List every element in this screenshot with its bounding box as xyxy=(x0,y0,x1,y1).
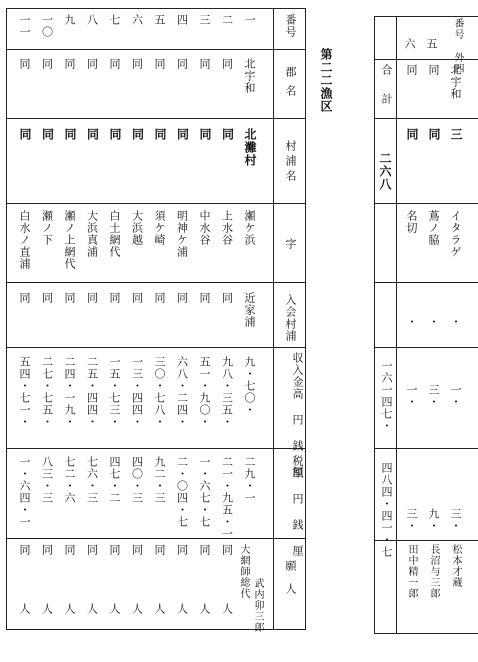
cell-aza: 大浜越 xyxy=(130,210,144,246)
cell-yield: 二四・一九・ xyxy=(63,356,76,428)
cell-village: 同 xyxy=(108,128,122,141)
cell-number: 四 xyxy=(175,14,189,26)
cell-yield: 九・七〇・ xyxy=(243,356,256,416)
partial-cell-grantee: 長沼与三郎 xyxy=(428,544,439,599)
cell-village: 同 xyxy=(220,128,235,141)
header-yield xyxy=(279,352,304,478)
cell-tax: 四〇・三 xyxy=(130,456,144,504)
partial-cell-aza: 蔦ノ脇 xyxy=(427,210,440,246)
cell-tax: 七二・六 xyxy=(63,456,76,504)
cell-shared: 同 xyxy=(153,292,166,304)
cell-grantee: 同人 xyxy=(40,544,54,662)
cell-number: 一 xyxy=(243,14,256,26)
cell-village: 同 xyxy=(198,128,212,141)
cell-county: 同 xyxy=(85,58,99,70)
cell-shared: 同 xyxy=(175,292,189,304)
cell-grantee: 同人 xyxy=(153,544,166,662)
cell-county: 同 xyxy=(63,58,76,70)
cell-village: 同 xyxy=(153,128,167,141)
header-yield-text: 収入金高 円 銭 厘 xyxy=(291,352,304,478)
cell-number: 七 xyxy=(108,14,121,26)
partial-cell-village: 同 xyxy=(427,128,441,141)
cell-tax: 七六・三 xyxy=(85,456,99,504)
cell-aza: 中水谷 xyxy=(198,210,211,246)
district-title: 第二二漁区 xyxy=(319,48,333,113)
cell-tax: 八三・三 xyxy=(40,456,54,504)
cell-grantee: 同人 xyxy=(198,544,211,662)
cell-yield: 五一・九〇・ xyxy=(198,356,211,428)
cell-county: 同 xyxy=(198,58,211,70)
cell-grantee-name: 大網師総代 xyxy=(238,544,249,599)
cell-shared: 同 xyxy=(220,292,234,304)
cell-aza: 白水ノ直浦 xyxy=(18,210,31,270)
partial-cell-grantee: 田中精一郎 xyxy=(406,544,417,599)
partial-cell-tax: 三・ xyxy=(405,508,418,532)
cell-shared: 同 xyxy=(108,292,121,304)
partial-cell-shared: ・ xyxy=(405,316,418,328)
cell-yield: 二七・七五・ xyxy=(40,356,54,428)
cell-county: 同 xyxy=(40,58,54,70)
cell-village: 同 xyxy=(175,128,190,141)
cell-number: 九 xyxy=(63,14,76,26)
cell-yield: 一三・四四・ xyxy=(130,356,144,428)
partial-cell-tax: 九・ xyxy=(427,508,440,532)
cell-yield: 一五・七三・ xyxy=(108,356,121,428)
partial-cell-village: 三 xyxy=(449,128,463,141)
cell-tax: 一・六七・七 xyxy=(198,456,211,528)
cell-yield: 六八・二四・ xyxy=(175,356,189,428)
cell-county: 同 xyxy=(130,58,144,70)
partial-sum-yield: 一六一四七・ xyxy=(380,360,393,432)
cell-county: 同 xyxy=(18,58,31,70)
cell-number: 二 xyxy=(220,14,234,26)
partial-cell-yield: 一・ xyxy=(405,384,418,408)
cell-shared: 近家浦 xyxy=(243,292,256,328)
cell-village: 同 xyxy=(18,128,32,141)
partial-cell-county: 同 xyxy=(405,64,418,76)
cell-grantee: 同人 xyxy=(220,544,234,662)
cell-tax: 二九・一 xyxy=(243,456,256,504)
header-shared-village: 入会村浦 xyxy=(284,294,297,342)
cell-tax: 二一・九五・一 xyxy=(220,456,234,540)
cell-grantee: 同人 xyxy=(175,544,189,662)
cell-number: 八 xyxy=(85,14,99,26)
cell-tax: 九二・三 xyxy=(153,456,166,504)
header-tax-text: 税額 円 銭 厘 xyxy=(291,455,304,557)
cell-village: 同 xyxy=(63,128,77,141)
header-aza: 字 xyxy=(284,238,297,250)
cell-number: 一一 xyxy=(18,14,31,38)
header-county: 郡名 xyxy=(284,66,297,104)
partial-total-label: 二六八 xyxy=(378,152,392,191)
cell-number: 五 xyxy=(153,14,166,26)
cell-aza: 上水谷 xyxy=(220,210,234,246)
cell-county: 同 xyxy=(153,58,166,70)
cell-shared: 同 xyxy=(85,292,99,304)
cell-aza: 瀬ノ上網代 xyxy=(63,210,76,270)
partial-cell-yield: 一・ xyxy=(449,384,462,408)
cell-shared: 同 xyxy=(40,292,54,304)
cell-yield: 九八・三五・ xyxy=(220,356,234,428)
partial-cell-shared: ・ xyxy=(449,316,462,328)
cell-shared: 同 xyxy=(63,292,76,304)
cell-tax: 二・〇四・七 xyxy=(175,456,189,528)
cell-aza: 瀬ノ下 xyxy=(40,210,54,246)
cell-village: 同 xyxy=(85,128,100,141)
main-table xyxy=(6,8,306,630)
cell-grantee: 同人 xyxy=(18,544,31,662)
cell-grantee: 同人 xyxy=(108,544,121,662)
cell-aza: 須ケ崎 xyxy=(153,210,166,246)
partial-sum-tax: 四八四・四一・七 xyxy=(380,462,393,558)
cell-village: 北灘村 xyxy=(243,128,257,167)
header-grantee: 願人 xyxy=(284,560,297,606)
cell-shared: 同 xyxy=(130,292,144,304)
cell-village: 同 xyxy=(130,128,145,141)
cell-number: 三 xyxy=(198,14,211,26)
cell-county: 同 xyxy=(220,58,234,70)
cell-county: 同 xyxy=(175,58,189,70)
partial-cell-aza: イタラゲ xyxy=(449,210,462,258)
cell-yield: 三〇・七八・ xyxy=(153,356,166,428)
partial-cell-village: 同 xyxy=(405,128,419,141)
partial-header-number: 番号 外四 xyxy=(452,18,463,74)
header-tax xyxy=(279,455,304,557)
cell-aza: 明神ケ浦 xyxy=(175,210,189,258)
partial-cell-yield: 三・ xyxy=(427,384,440,408)
cell-aza: 白土網代 xyxy=(108,210,121,258)
header-village: 村浦名 xyxy=(284,140,297,185)
cell-grantee: 同人 xyxy=(130,544,144,662)
partial-cell-grantee: 松本才蔵 xyxy=(450,544,461,588)
cell-tax: 一・六四・一 xyxy=(18,456,31,528)
cell-village: 同 xyxy=(40,128,55,141)
cell-yield: 五四・七一・ xyxy=(18,356,31,428)
partial-cell-county: 北宇和 xyxy=(449,64,462,100)
partial-cell-number: 六 xyxy=(403,38,416,50)
cell-grantee: 同人 xyxy=(85,544,99,662)
cell-shared: 同 xyxy=(198,292,211,304)
cell-grantee-name2: 武内卯三郎 xyxy=(252,578,263,633)
partial-header-total: 合計 xyxy=(380,64,393,122)
cell-county: 北宇和 xyxy=(243,58,256,94)
cell-county: 同 xyxy=(108,58,121,70)
cell-shared: 同 xyxy=(18,292,31,304)
cell-aza: 大浜真浦 xyxy=(85,210,99,258)
partial-cell-tax: 三・ xyxy=(449,508,462,532)
cell-yield: 二五・四四・ xyxy=(85,356,99,428)
partial-cell-number: 五 xyxy=(425,38,438,50)
cell-tax: 四七・二 xyxy=(108,456,121,504)
cell-number: 六 xyxy=(130,14,144,26)
header-number: 番号 xyxy=(284,14,297,38)
cell-aza: 瀬ケ浜 xyxy=(243,210,256,246)
partial-cell-shared: ・ xyxy=(427,316,440,328)
cell-grantee: 同人 xyxy=(63,544,76,662)
partial-cell-aza: 名切 xyxy=(405,210,418,234)
cell-number: 一〇 xyxy=(40,14,54,38)
partial-cell-county: 同 xyxy=(427,64,440,76)
